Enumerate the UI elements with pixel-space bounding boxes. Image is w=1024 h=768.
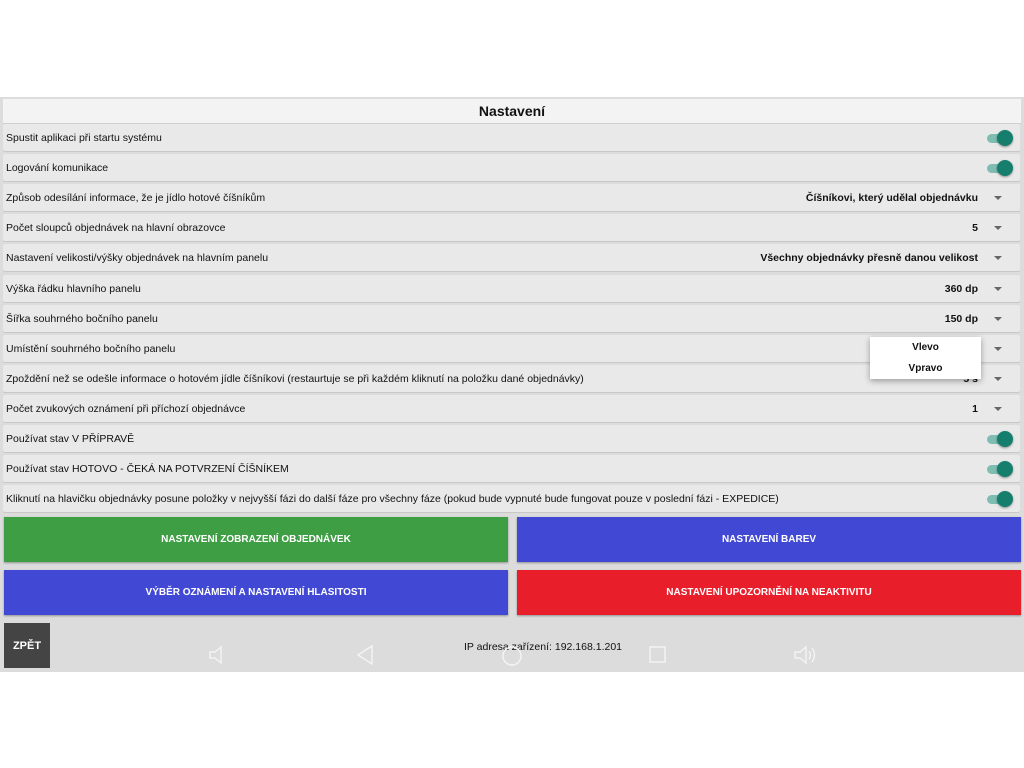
- setting-label: Používat stav HOTOVO - ČEKÁ NA POTVRZENÍ ČÍŠNÍKEM: [6, 462, 289, 475]
- done-waiting-toggle[interactable]: [985, 461, 1013, 477]
- setting-row-notify-method[interactable]: [3, 184, 1020, 211]
- menu-option-right[interactable]: Vpravo: [908, 363, 943, 374]
- dropdown-value[interactable]: 360 dp: [944, 282, 978, 295]
- setting-row-delay[interactable]: [3, 365, 1020, 392]
- setting-label: Způsob odesílání informace, že je jídlo hotové číšníkům: [6, 191, 266, 204]
- setting-label: Logování komunikace: [6, 161, 109, 174]
- setting-row-row-height[interactable]: [3, 275, 1020, 302]
- back-icon[interactable]: [355, 644, 375, 666]
- chevron-down-icon[interactable]: [994, 226, 1002, 230]
- volume-up-icon[interactable]: [793, 643, 819, 667]
- setting-label: Výška řádku hlavního panelu: [6, 282, 141, 295]
- sound-settings-button[interactable]: VÝBĚR OZNÁMENÍ A NASTAVENÍ HLASITOSTI: [4, 570, 508, 615]
- chevron-down-icon[interactable]: [994, 407, 1002, 411]
- volume-down-icon[interactable]: [207, 643, 229, 667]
- setting-label: Zpoždění než se odešle informace o hotovém jídle číšníkovi (restaurtuje se při každém kliknutí na položku dané objednávky): [6, 372, 584, 385]
- inactivity-settings-button[interactable]: NASTAVENÍ UPOZORNĚNÍ NA NEAKTIVITU: [517, 570, 1021, 615]
- setting-label: Spustit aplikaci při startu systému: [6, 131, 162, 144]
- dropdown-value[interactable]: Číšníkovi, který udělal objednávku: [805, 191, 978, 204]
- dropdown-value[interactable]: 1: [972, 402, 978, 415]
- back-button[interactable]: ZPĚT: [4, 623, 50, 668]
- home-icon[interactable]: [500, 644, 524, 668]
- recents-icon[interactable]: [648, 645, 668, 665]
- settings-screen: [0, 97, 1024, 672]
- in-preparation-toggle[interactable]: [985, 431, 1013, 447]
- dropdown-value[interactable]: 5: [972, 221, 978, 234]
- setting-label: Šířka souhrného bočního panelu: [6, 312, 158, 325]
- page-title: Nastavení: [3, 99, 1021, 124]
- logging-toggle[interactable]: [985, 160, 1013, 176]
- chevron-down-icon[interactable]: [994, 377, 1002, 381]
- display-settings-button[interactable]: NASTAVENÍ ZOBRAZENÍ OBJEDNÁVEK: [4, 517, 508, 562]
- setting-row-logging[interactable]: [3, 154, 1020, 181]
- setting-label: Používat stav V PŘÍPRAVĚ: [6, 432, 135, 445]
- color-settings-button[interactable]: NASTAVENÍ BAREV: [517, 517, 1021, 562]
- autostart-toggle[interactable]: [985, 130, 1013, 146]
- setting-row-header-click[interactable]: [3, 485, 1020, 512]
- setting-row-autostart[interactable]: [3, 124, 1020, 151]
- dropdown-value[interactable]: 150 dp: [944, 312, 978, 325]
- setting-row-in-preparation[interactable]: [3, 425, 1020, 452]
- header-click-toggle[interactable]: [985, 491, 1013, 507]
- chevron-down-icon[interactable]: [994, 287, 1002, 291]
- setting-label: Umístění souhrného bočního panelu: [6, 342, 176, 355]
- ip-address-text: IP adresa zařízení: 192.168.1.201: [464, 641, 623, 653]
- menu-option-left[interactable]: Vlevo: [912, 342, 939, 353]
- setting-row-done-waiting[interactable]: [3, 455, 1020, 482]
- setting-row-order-size[interactable]: [3, 244, 1020, 271]
- setting-label: Počet sloupců objednávek na hlavní obrazovce: [6, 221, 226, 234]
- side-panel-position-menu: [870, 337, 981, 379]
- setting-label: Nastavení velikosti/výšky objednávek na hlavním panelu: [6, 251, 269, 264]
- chevron-down-icon[interactable]: [994, 196, 1002, 200]
- setting-row-sound-count[interactable]: [3, 395, 1020, 422]
- chevron-down-icon[interactable]: [994, 347, 1002, 351]
- setting-label: Počet zvukových oznámení při příchozí objednávce: [6, 402, 246, 415]
- setting-label: Kliknutí na hlavičku objednávky posune položky v nejvyšší fázi do další fáze pro všechny fáze (pokud bude vypnuté bude fungovat pouze v poslední fázi - EXPEDICE): [6, 492, 779, 505]
- dropdown-value[interactable]: Všechny objednávky přesně danou velikost: [760, 251, 978, 264]
- chevron-down-icon[interactable]: [994, 317, 1002, 321]
- setting-row-side-panel-width[interactable]: [3, 305, 1020, 332]
- setting-row-side-panel-position[interactable]: [3, 335, 1020, 362]
- setting-row-columns[interactable]: [3, 214, 1020, 241]
- chevron-down-icon[interactable]: [994, 256, 1002, 260]
